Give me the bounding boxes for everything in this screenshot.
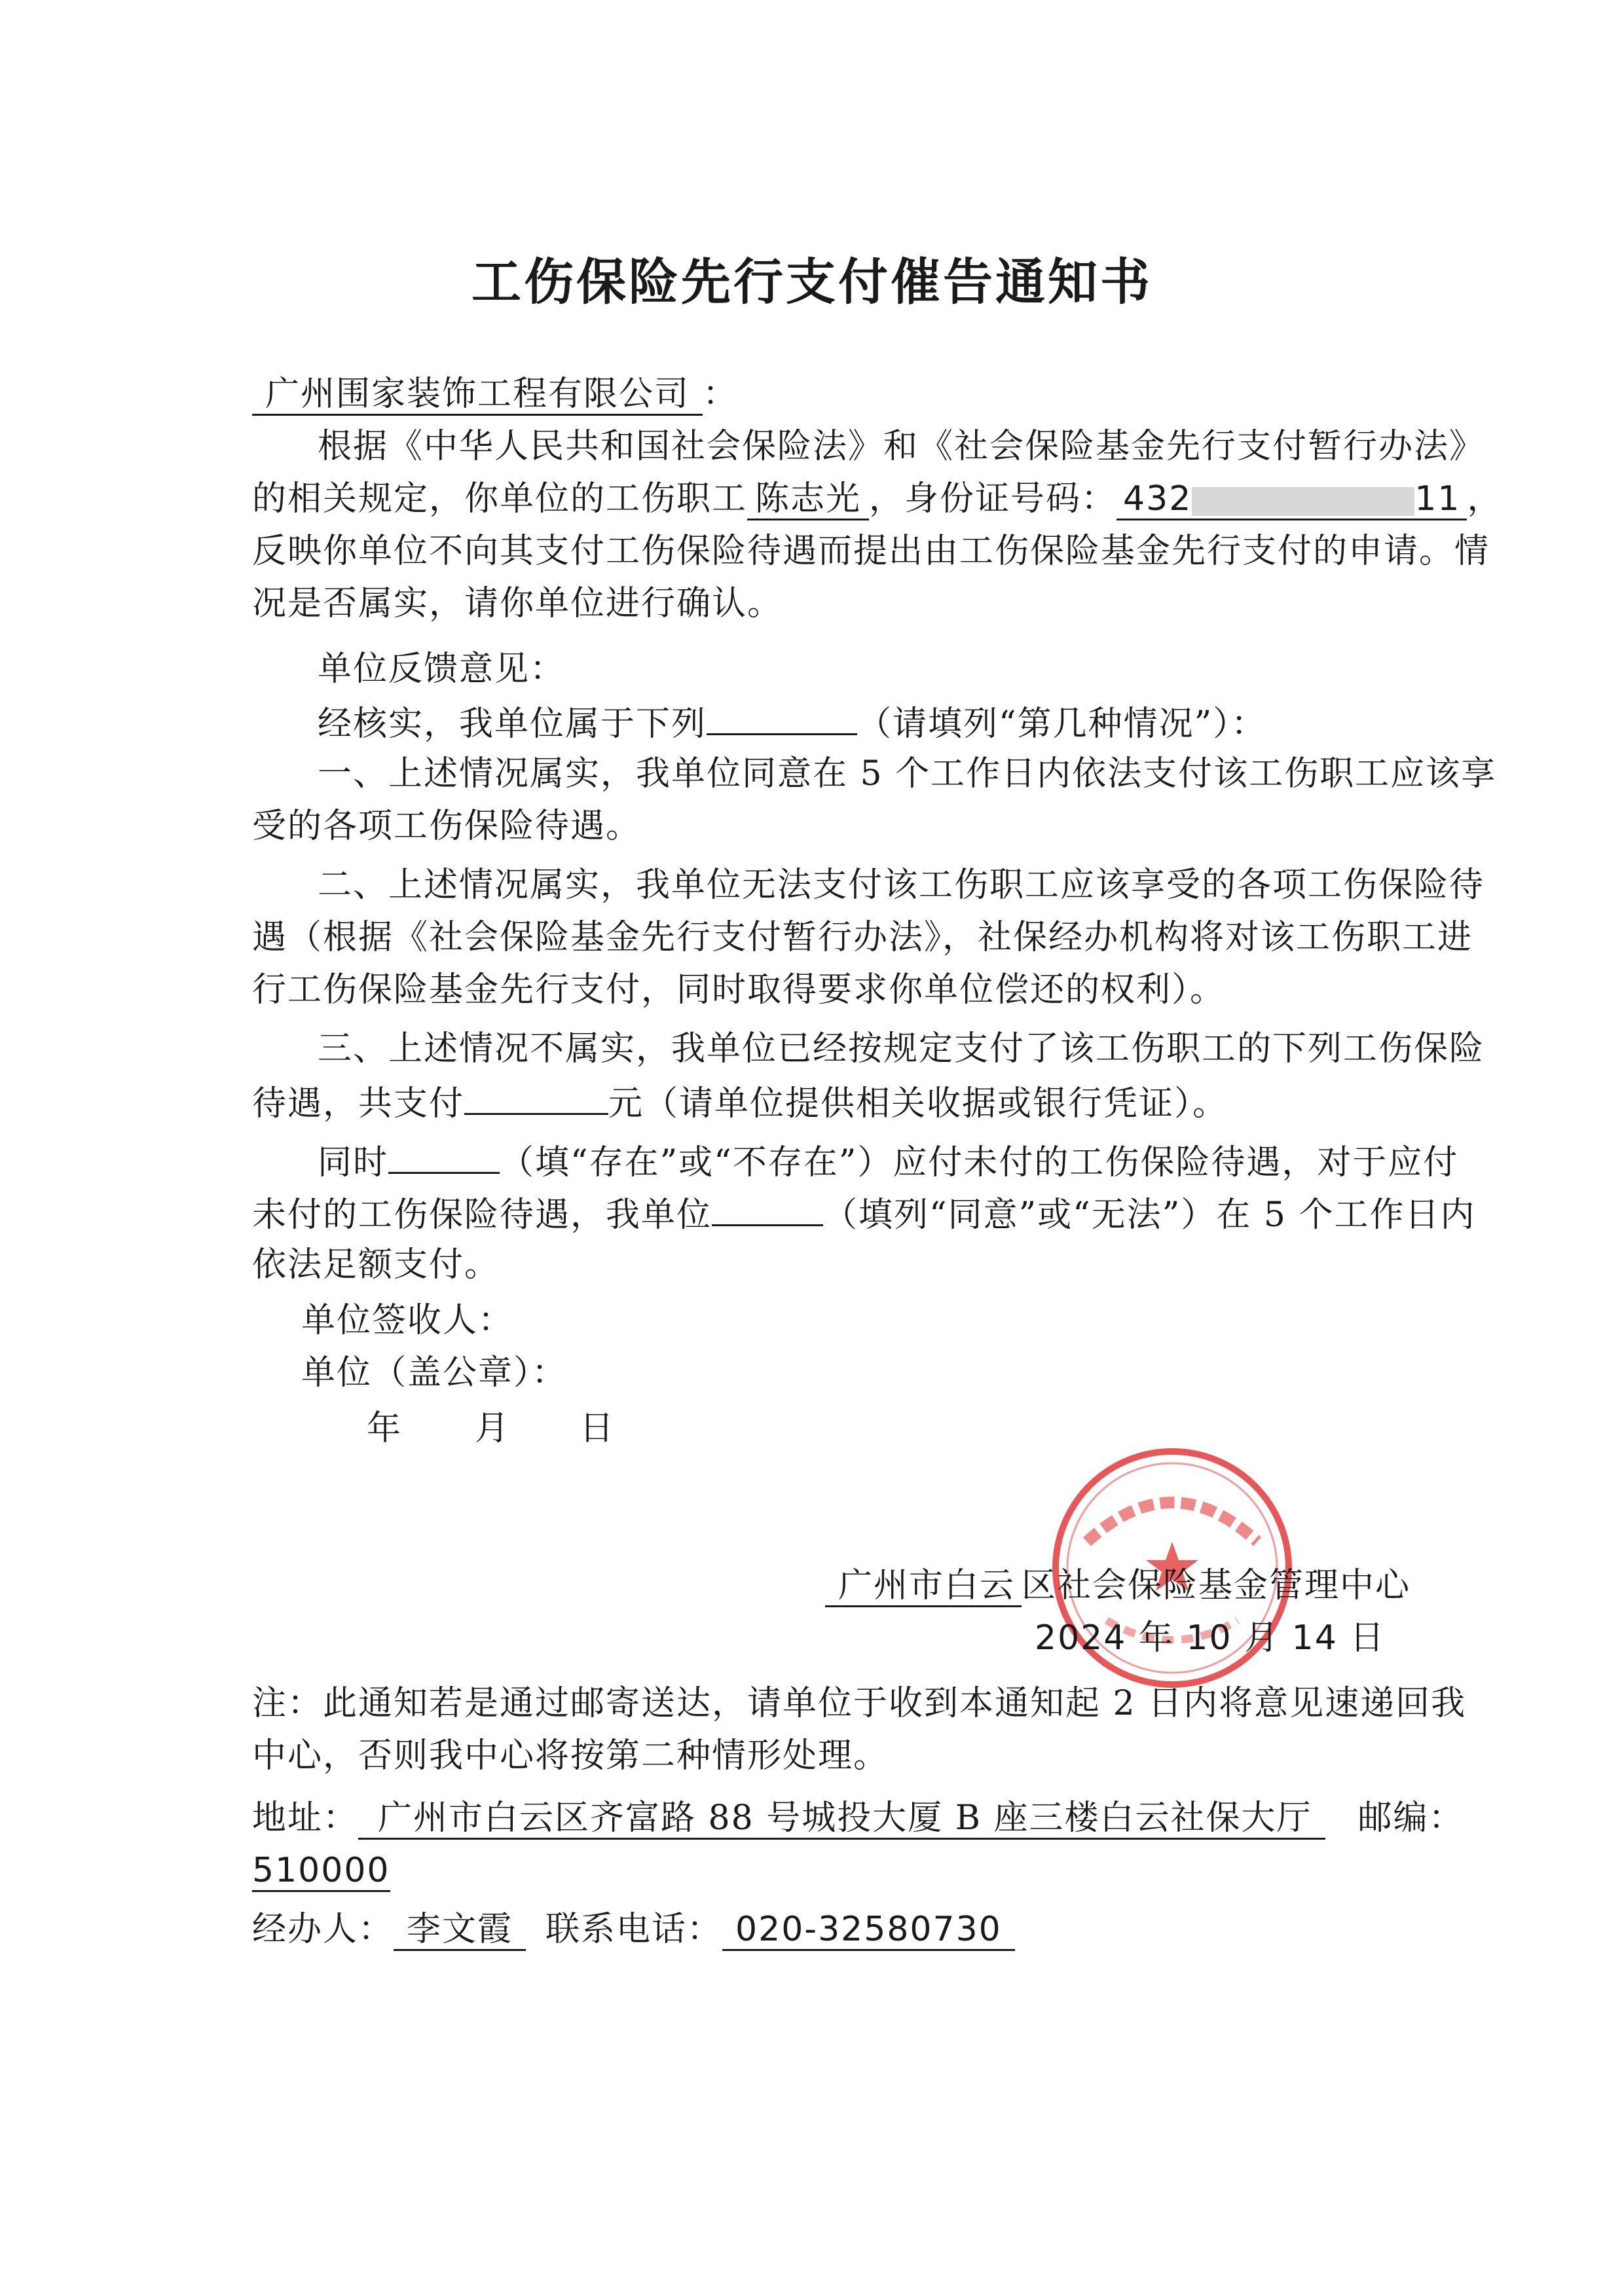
note-line1: 注：此通知若是通过邮寄送达，请单位于收到本通知起 2 日内将意见速递回我 — [252, 1684, 1467, 1723]
recipient-line: 广州围家装饰工程有限公司 ： — [252, 373, 738, 416]
agree-blank[interactable] — [712, 1192, 823, 1226]
opt1-line2: 受的各项工伤保险待遇。 — [252, 807, 642, 846]
postcode-value: 510000 — [252, 1851, 390, 1892]
redacted-block — [1192, 487, 1414, 516]
date-year: 年 — [367, 1409, 403, 1448]
date-month: 月 — [475, 1409, 511, 1448]
also-line3: 依法足额支付。 — [252, 1245, 500, 1285]
document-title: 工伤保险先行支付催告通知书 — [471, 253, 1153, 311]
date-day: 日 — [580, 1409, 616, 1448]
case-number-blank[interactable] — [707, 701, 857, 735]
opt2-line1: 二、上述情况属实，我单位无法支付该工伤职工应该享受的各项工伤保险待 — [318, 866, 1485, 905]
opt2-line2: 遇（根据《社会保险基金先行支付暂行办法》，社保经办机构将对该工伤职工进 — [252, 918, 1473, 957]
issuer-city: 广州市白云 — [825, 1566, 1022, 1607]
opt3-line2: 待遇，共支付 元（请单位提供相关收据或银行凭证）。 — [252, 1080, 1228, 1125]
recipient-company: 广州围家装饰工程有限公司 — [252, 374, 703, 416]
worker-name: 陈志光 — [747, 479, 869, 520]
para1-line3: 反映你单位不向其支付工伤保险待遇而提出由工伤保险基金先行支付的申请。情 — [252, 532, 1490, 571]
para1-line1: 根据《中华人民共和国社会保险法》和《社会保险基金先行支付暂行办法》 — [318, 427, 1485, 466]
postcode-line — [252, 1850, 390, 1892]
id-number: 432 11 — [1116, 479, 1467, 520]
verify-line: 经核实，我单位属于下列 （请填列“第几种情况”）： — [318, 701, 1266, 745]
exist-blank[interactable] — [388, 1139, 500, 1174]
para1-line2: 的相关规定，你单位的工伤职工 陈志光 ，身份证号码： 432 11 ， — [252, 478, 1503, 520]
issue-date: 2024 年 10 月 14 日 — [1035, 1618, 1386, 1658]
amount-blank[interactable] — [464, 1080, 608, 1115]
also-line1: 同时 （填“存在”或“不存在”）应付未付的工伤保险待遇，对于应付 — [318, 1139, 1458, 1184]
signer-label: 单位签收人： — [301, 1301, 514, 1340]
opt3-line1: 三、上述情况不属实，我单位已经按规定支付了该工伤职工的下列工伤保险 — [318, 1029, 1485, 1068]
address-value: 广州市白云区齐富路 88 号城投大厦 B 座三楼白云社保大厅 — [358, 1798, 1325, 1840]
issuer-line — [825, 1565, 1411, 1607]
issuer-center: 区社会保险基金管理中心 — [1022, 1566, 1411, 1605]
address-line: 地址： 广州市白云区齐富路 88 号城投大厦 B 座三楼白云社保大厅 邮编： — [252, 1797, 1464, 1840]
contact-phone: 020-32580730 — [722, 1910, 1015, 1951]
para1-line4: 况是否属实，请你单位进行确认。 — [252, 584, 783, 623]
handler-name: 李文霞 — [394, 1910, 526, 1951]
also-line2: 未付的工伤保险待遇，我单位 （填列“同意”或“无法”）在 5 个工作日内 — [252, 1192, 1476, 1236]
feedback-label: 单位反馈意见： — [318, 649, 566, 689]
contact-line: 经办人： 李文霞 联系电话： 020-32580730 — [252, 1908, 1015, 1951]
note-line2: 中心，否则我中心将按第二种情形处理。 — [252, 1736, 889, 1776]
opt1-line1: 一、上述情况属实，我单位同意在 5 个工作日内依法支付该工伤职工应该享 — [318, 754, 1497, 793]
seal-label: 单位（盖公章）： — [301, 1353, 568, 1393]
opt2-line3: 行工伤保险基金先行支付，同时取得要求你单位偿还的权利）。 — [252, 970, 1226, 1010]
